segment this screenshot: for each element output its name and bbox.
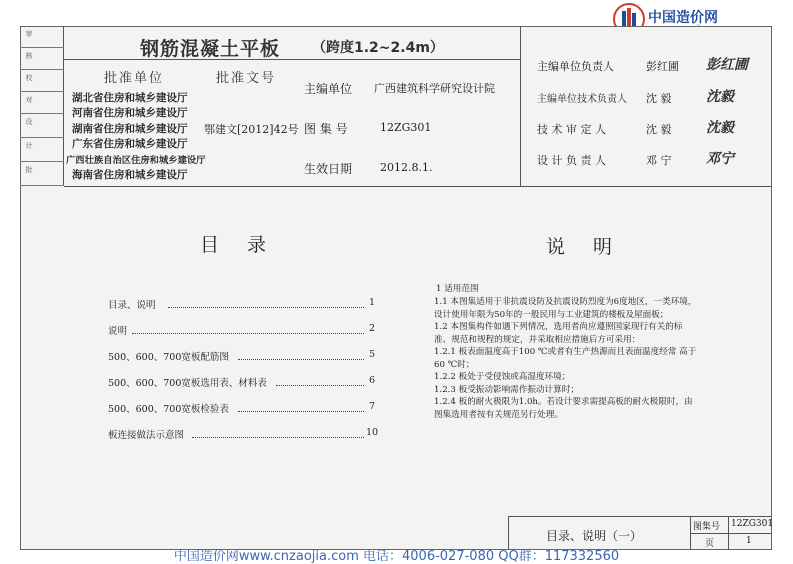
strip-cell: 校	[25, 74, 33, 81]
toc-item[interactable]: 500、600、700宽板配筋图	[108, 352, 229, 363]
strip-cell: 核	[25, 52, 33, 59]
strip-cell: 对	[25, 96, 33, 103]
title-row	[64, 26, 520, 60]
responsibility-role: 设 计 负 责 人	[537, 154, 606, 167]
approval-unit-item: 广东省住房和城乡建设厅	[72, 138, 188, 150]
notes-line: 1.2 本图集构件如遇下列情况，选用者尚应遵照国家现行有关的标	[434, 322, 683, 332]
atlas-subtitle: （跨度1.2~2.4m）	[312, 40, 444, 56]
sheet-label-top-rule	[508, 516, 772, 517]
toc-item[interactable]: 说明	[108, 326, 128, 337]
responsibility-signature: 邓宁	[706, 151, 734, 167]
sheet-atlas-label: 图集号	[693, 522, 721, 532]
strip-cell: 审	[25, 30, 33, 37]
responsibility-bottom-rule	[520, 186, 772, 187]
notes-line: 1.1 本图集适用于非抗震设防及抗震设防烈度为6度地区，一类环境，	[434, 297, 697, 307]
atlas-number: 12ZG301	[380, 121, 432, 134]
responsibility-name: 邓 宁	[646, 154, 672, 167]
responsibility-role: 技 术 审 定 人	[537, 123, 606, 136]
strip-cell: 设	[25, 118, 33, 125]
toc-item[interactable]: 板连接做法示意图	[108, 430, 185, 441]
watermark-footer: 中国造价网www.cnzaojia.com 电话：4006-027-080 QQ群：117332560	[173, 549, 620, 564]
notes-heading: 说明	[546, 236, 641, 258]
responsibility-signature: 沈毅	[706, 89, 734, 105]
notes-line: 1.2.1 板表面温度高于100 ℃或者有生产热源而且表面温度经常 高于	[434, 347, 697, 357]
responsibility-signature: 彭红圃	[706, 57, 748, 73]
title-block-divider	[520, 26, 521, 186]
toc-page: 10	[366, 427, 379, 438]
notes-line: 图集选用者按有关规范另行处理。	[434, 409, 563, 420]
notes-line: 1.2.3 板受振动影响需作振动计算时；	[434, 384, 579, 395]
toc-item[interactable]: 目录、说明	[108, 300, 156, 311]
editor-unit: 广西建筑科学研究设计院	[374, 82, 495, 95]
approval-unit-item: 湖北省住房和城乡建设厅	[72, 92, 188, 104]
toc-page: 5	[369, 349, 376, 360]
sheet-page-label: 页	[705, 539, 715, 549]
notes-section-title: 1 适用范围	[436, 284, 479, 294]
effective-date: 2012.8.1.	[380, 161, 433, 174]
responsibility-name: 沈 毅	[646, 92, 672, 105]
responsibility-role: 主编单位负责人	[537, 60, 614, 73]
toc-page: 7	[369, 401, 376, 412]
sheet-label-cell-rule	[690, 533, 772, 534]
sheet-atlas-number: 12ZG301	[731, 519, 774, 529]
notes-body	[434, 296, 697, 421]
approval-unit-item: 河南省住房和城乡建设厅	[72, 107, 188, 119]
responsibility-role: 主编单位技术负责人	[537, 94, 627, 105]
approval-doc-number: 鄂建文[2012]42号	[204, 123, 299, 136]
atlas-title: 钢筋混凝土平板	[140, 38, 281, 60]
notes-line: 准、规范和规程的规定，并采取相应措施后方可采用：	[434, 334, 641, 345]
atlas-number-label: 图 集 号	[304, 122, 348, 136]
notes-line: 设计使用年限为50年的一般民用与工业建筑的楼板及屋面板；	[434, 309, 669, 320]
notes-line: 1.2.4 板的耐火极限为1.0h。若设计要求需提高板的耐火极限时，由	[434, 397, 693, 407]
notes-line: 1.2.2 板处于受侵蚀或高湿度环境；	[434, 372, 571, 382]
toc-page: 2	[369, 323, 376, 334]
approval-unit-label: 批准单位	[104, 71, 165, 86]
toc-item[interactable]: 500、600、700宽板选用表、材料表	[108, 378, 267, 389]
toc-heading: 目录	[200, 234, 295, 256]
approval-unit-item: 广西壮族自治区住房和城乡建设厅	[66, 155, 206, 166]
effective-date-label: 生效日期	[304, 162, 353, 176]
logo-title: 中国造价网	[648, 10, 718, 26]
toc-page: 1	[369, 297, 376, 308]
sheet-label-title: 目录、说明（一）	[546, 529, 643, 543]
approval-doc-label: 批准文号	[216, 71, 277, 86]
responsibility-name: 沈 毅	[646, 123, 672, 136]
strip-cell: 计	[25, 142, 33, 149]
title-block-bottom-rule	[64, 186, 520, 187]
toc-page: 6	[369, 375, 376, 386]
approval-unit-item: 海南省住房和城乡建设厅	[72, 169, 188, 181]
toc-item[interactable]: 500、600、700宽板检验表	[108, 404, 229, 415]
sheet-page-number: 1	[746, 536, 752, 546]
responsibility-signature: 沈毅	[706, 120, 734, 136]
approval-unit-item: 湖南省住房和城乡建设厅	[72, 123, 188, 135]
notes-line: 60 ℃时；	[434, 359, 475, 370]
strip-cell: 批	[25, 166, 33, 173]
editor-unit-label: 主编单位	[304, 82, 353, 96]
responsibility-name: 彭红圃	[646, 60, 679, 73]
left-signature-strip	[20, 26, 64, 186]
